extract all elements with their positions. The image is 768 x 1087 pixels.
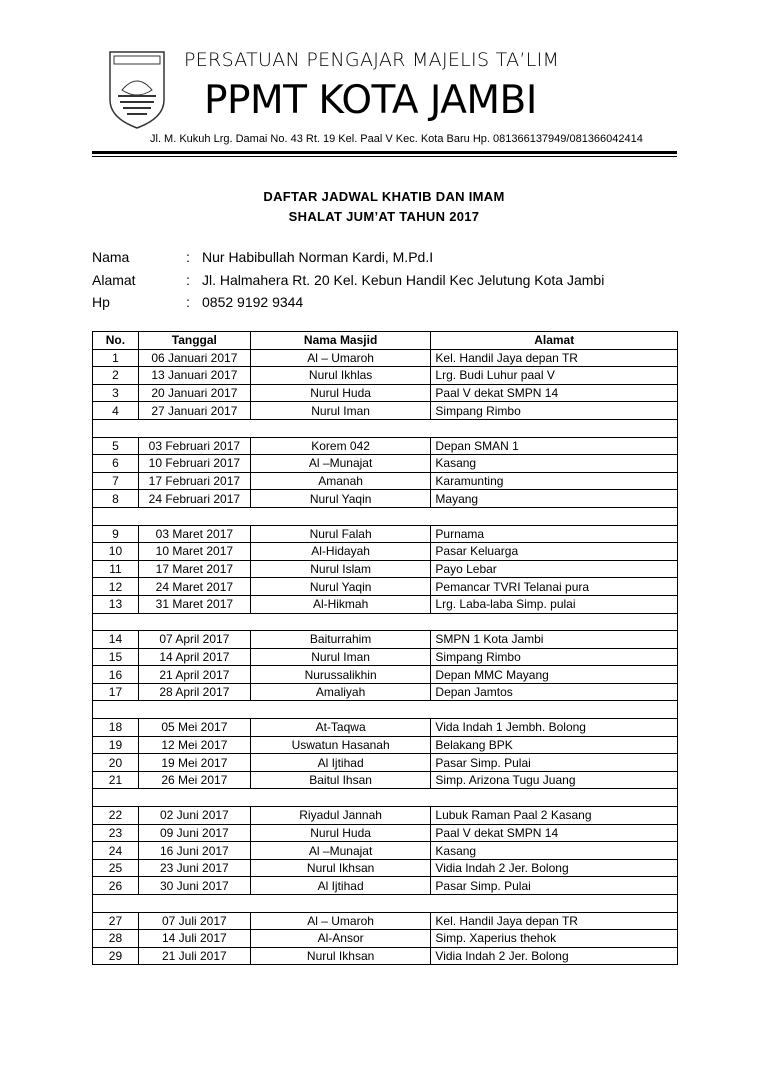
table-row bbox=[93, 384, 678, 402]
cell-date: 30 Juni 2017 bbox=[138, 877, 250, 895]
month-separator-row bbox=[93, 701, 678, 719]
separator-cell bbox=[93, 789, 678, 807]
cell-address: Payo Lebar bbox=[431, 560, 678, 578]
cell-mosque: Al –Munajat bbox=[250, 842, 431, 860]
cell-address: Kasang bbox=[431, 455, 678, 473]
cell-mosque: Korem 042 bbox=[250, 437, 431, 455]
month-separator-row bbox=[93, 613, 678, 631]
cell-address: SMPN 1 Kota Jambi bbox=[431, 631, 678, 649]
document-subtitle: SHALAT JUM’AT TAHUN 2017 bbox=[288, 209, 480, 224]
cell-date: 21 Juli 2017 bbox=[138, 947, 250, 965]
table-row bbox=[93, 437, 678, 455]
cell-date: 17 Maret 2017 bbox=[138, 560, 250, 578]
cell-date: 14 April 2017 bbox=[138, 648, 250, 666]
cell-date: 09 Juni 2017 bbox=[138, 824, 250, 842]
table-row bbox=[93, 736, 678, 754]
organization-address: Jl. M. Kukuh Lrg. Damai No. 43 Rt. 19 Kel. Paal V Kec. Kota Baru Hp. 081366137949/081366042414 bbox=[150, 133, 643, 145]
cell-no: 14 bbox=[93, 631, 139, 649]
separator-cell bbox=[93, 895, 678, 913]
cell-address: Purnama bbox=[431, 525, 678, 543]
cell-no: 5 bbox=[93, 437, 139, 455]
table-row bbox=[93, 490, 678, 508]
cell-date: 02 Juni 2017 bbox=[138, 807, 250, 825]
cell-address: Kel. Handil Jaya depan TR bbox=[431, 349, 678, 367]
schedule-table-body bbox=[93, 349, 678, 965]
month-separator-row bbox=[93, 895, 678, 913]
column-header-mosque: Nama Masjid bbox=[250, 332, 431, 350]
table-row bbox=[93, 719, 678, 737]
table-row bbox=[93, 859, 678, 877]
cell-no: 10 bbox=[93, 543, 139, 561]
cell-no: 18 bbox=[93, 719, 139, 737]
cell-no: 21 bbox=[93, 771, 139, 789]
table-row bbox=[93, 349, 678, 367]
cell-no: 25 bbox=[93, 859, 139, 877]
info-value: Jl. Halmahera Rt. 20 Kel. Kebun Handil Kec Jelutung Kota Jambi bbox=[202, 272, 605, 288]
cell-address: Depan SMAN 1 bbox=[431, 437, 678, 455]
cell-address: Simpang Rimbo bbox=[431, 648, 678, 666]
cell-mosque: Al-Ansor bbox=[250, 930, 431, 948]
separator-cell bbox=[93, 701, 678, 719]
cell-address: Vida Indah 1 Jembh. Bolong bbox=[431, 719, 678, 737]
info-separator: : bbox=[186, 249, 190, 265]
cell-mosque: Nurul Iman bbox=[250, 402, 431, 420]
table-row bbox=[93, 631, 678, 649]
cell-date: 24 Februari 2017 bbox=[138, 490, 250, 508]
letterhead-divider-thin bbox=[92, 156, 677, 157]
cell-mosque: Nurul Islam bbox=[250, 560, 431, 578]
info-label: Nama bbox=[92, 249, 130, 265]
separator-cell bbox=[93, 507, 678, 525]
cell-address: Pasar Simp. Pulai bbox=[431, 754, 678, 772]
info-value: 0852 9192 9344 bbox=[202, 294, 304, 310]
table-row bbox=[93, 648, 678, 666]
cell-date: 06 Januari 2017 bbox=[138, 349, 250, 367]
cell-no: 1 bbox=[93, 349, 139, 367]
month-separator-row bbox=[93, 419, 678, 437]
separator-cell bbox=[93, 613, 678, 631]
cell-address: Depan MMC Mayang bbox=[431, 666, 678, 684]
cell-date: 05 Mei 2017 bbox=[138, 719, 250, 737]
cell-mosque: Nurussalikhin bbox=[250, 666, 431, 684]
cell-mosque: Baiturrahim bbox=[250, 631, 431, 649]
cell-address: Belakang BPK bbox=[431, 736, 678, 754]
cell-address: Lrg. Budi Luhur paal V bbox=[431, 367, 678, 385]
document-title: DAFTAR JADWAL KHATIB DAN IMAM bbox=[263, 189, 505, 204]
table-row bbox=[93, 771, 678, 789]
separator-cell bbox=[93, 419, 678, 437]
cell-mosque: Riyadul Jannah bbox=[250, 807, 431, 825]
cell-date: 19 Mei 2017 bbox=[138, 754, 250, 772]
cell-no: 13 bbox=[93, 595, 139, 613]
info-separator: : bbox=[186, 294, 190, 310]
cell-no: 22 bbox=[93, 807, 139, 825]
cell-address: Paal V dekat SMPN 14 bbox=[431, 384, 678, 402]
table-row bbox=[93, 754, 678, 772]
cell-date: 26 Mei 2017 bbox=[138, 771, 250, 789]
cell-no: 28 bbox=[93, 930, 139, 948]
cell-address: Kel. Handil Jaya depan TR bbox=[431, 912, 678, 930]
cell-no: 6 bbox=[93, 455, 139, 473]
cell-address: Lubuk Raman Paal 2 Kasang bbox=[431, 807, 678, 825]
cell-no: 15 bbox=[93, 648, 139, 666]
cell-mosque: Amaliyah bbox=[250, 683, 431, 701]
cell-no: 8 bbox=[93, 490, 139, 508]
table-row bbox=[93, 595, 678, 613]
cell-mosque: Nurul Falah bbox=[250, 525, 431, 543]
cell-address: Simp. Xaperius thehok bbox=[431, 930, 678, 948]
cell-date: 07 April 2017 bbox=[138, 631, 250, 649]
cell-date: 14 Juli 2017 bbox=[138, 930, 250, 948]
info-label: Hp bbox=[92, 294, 110, 310]
column-header-no: No. bbox=[93, 332, 139, 350]
cell-date: 13 Januari 2017 bbox=[138, 367, 250, 385]
letterhead-divider bbox=[92, 151, 677, 154]
organization-name: PERSATUAN PENGAJAR MAJELIS TA’LIM bbox=[184, 49, 560, 71]
table-row bbox=[93, 455, 678, 473]
cell-mosque: Al-Hikmah bbox=[250, 595, 431, 613]
cell-date: 03 Februari 2017 bbox=[138, 437, 250, 455]
cell-no: 24 bbox=[93, 842, 139, 860]
cell-mosque: Al – Umaroh bbox=[250, 912, 431, 930]
schedule-table bbox=[92, 331, 678, 965]
info-value: Nur Habibullah Norman Kardi, M.Pd.I bbox=[202, 249, 434, 265]
cell-no: 11 bbox=[93, 560, 139, 578]
cell-no: 27 bbox=[93, 912, 139, 930]
cell-address: Karamunting bbox=[431, 472, 678, 490]
cell-mosque: Nurul Ikhlas bbox=[250, 367, 431, 385]
cell-no: 16 bbox=[93, 666, 139, 684]
cell-mosque: Nurul Iman bbox=[250, 648, 431, 666]
cell-mosque: Nurul Ikhsan bbox=[250, 947, 431, 965]
cell-no: 29 bbox=[93, 947, 139, 965]
cell-date: 23 Juni 2017 bbox=[138, 859, 250, 877]
cell-date: 17 Februari 2017 bbox=[138, 472, 250, 490]
cell-no: 17 bbox=[93, 683, 139, 701]
cell-mosque: Uswatun Hasanah bbox=[250, 736, 431, 754]
cell-mosque: Al-Hidayah bbox=[250, 543, 431, 561]
column-header-address: Alamat bbox=[431, 332, 678, 350]
cell-date: 31 Maret 2017 bbox=[138, 595, 250, 613]
table-header-row bbox=[93, 332, 678, 350]
cell-mosque: Nurul Yaqin bbox=[250, 490, 431, 508]
cell-date: 28 April 2017 bbox=[138, 683, 250, 701]
info-label: Alamat bbox=[92, 272, 136, 288]
cell-mosque: At-Taqwa bbox=[250, 719, 431, 737]
table-row bbox=[93, 683, 678, 701]
table-row bbox=[93, 367, 678, 385]
organization-brand: PPMT KOTA JAMBI bbox=[204, 78, 537, 123]
cell-no: 9 bbox=[93, 525, 139, 543]
cell-no: 2 bbox=[93, 367, 139, 385]
cell-address: Pasar Keluarga bbox=[431, 543, 678, 561]
cell-no: 7 bbox=[93, 472, 139, 490]
cell-mosque: Al – Umaroh bbox=[250, 349, 431, 367]
cell-date: 10 Februari 2017 bbox=[138, 455, 250, 473]
cell-date: 20 Januari 2017 bbox=[138, 384, 250, 402]
cell-mosque: Nurul Ikhsan bbox=[250, 859, 431, 877]
cell-date: 12 Mei 2017 bbox=[138, 736, 250, 754]
cell-no: 4 bbox=[93, 402, 139, 420]
cell-date: 21 April 2017 bbox=[138, 666, 250, 684]
month-separator-row bbox=[93, 789, 678, 807]
cell-address: Simpang Rimbo bbox=[431, 402, 678, 420]
table-row bbox=[93, 824, 678, 842]
cell-mosque: Amanah bbox=[250, 472, 431, 490]
table-row bbox=[93, 543, 678, 561]
cell-address: Lrg. Laba-laba Simp. pulai bbox=[431, 595, 678, 613]
table-row bbox=[93, 877, 678, 895]
table-row bbox=[93, 666, 678, 684]
cell-date: 03 Maret 2017 bbox=[138, 525, 250, 543]
table-row bbox=[93, 912, 678, 930]
cell-date: 07 Juli 2017 bbox=[138, 912, 250, 930]
cell-mosque: Nurul Huda bbox=[250, 824, 431, 842]
cell-address: Vidia Indah 2 Jer. Bolong bbox=[431, 859, 678, 877]
table-row bbox=[93, 807, 678, 825]
cell-mosque: Nurul Yaqin bbox=[250, 578, 431, 596]
table-row bbox=[93, 578, 678, 596]
cell-mosque: Al –Munajat bbox=[250, 455, 431, 473]
table-row bbox=[93, 930, 678, 948]
cell-no: 3 bbox=[93, 384, 139, 402]
month-separator-row bbox=[93, 507, 678, 525]
cell-address: Kasang bbox=[431, 842, 678, 860]
cell-no: 26 bbox=[93, 877, 139, 895]
column-header-date: Tanggal bbox=[138, 332, 250, 350]
cell-address: Mayang bbox=[431, 490, 678, 508]
info-separator: : bbox=[186, 272, 190, 288]
cell-no: 12 bbox=[93, 578, 139, 596]
table-row bbox=[93, 525, 678, 543]
cell-date: 10 Maret 2017 bbox=[138, 543, 250, 561]
cell-address: Depan Jamtos bbox=[431, 683, 678, 701]
cell-mosque: Nurul Huda bbox=[250, 384, 431, 402]
table-row bbox=[93, 402, 678, 420]
cell-mosque: Al Ijtihad bbox=[250, 877, 431, 895]
cell-date: 27 Januari 2017 bbox=[138, 402, 250, 420]
cell-address: Paal V dekat SMPN 14 bbox=[431, 824, 678, 842]
cell-date: 16 Juni 2017 bbox=[138, 842, 250, 860]
cell-no: 20 bbox=[93, 754, 139, 772]
table-row bbox=[93, 842, 678, 860]
table-row bbox=[93, 472, 678, 490]
organization-logo bbox=[106, 50, 168, 130]
table-row bbox=[93, 560, 678, 578]
cell-no: 19 bbox=[93, 736, 139, 754]
cell-mosque: Baitul Ihsan bbox=[250, 771, 431, 789]
cell-no: 23 bbox=[93, 824, 139, 842]
cell-address: Vidia Indah 2 Jer. Bolong bbox=[431, 947, 678, 965]
cell-address: Simp. Arizona Tugu Juang bbox=[431, 771, 678, 789]
table-row bbox=[93, 947, 678, 965]
cell-address: Pasar Simp. Pulai bbox=[431, 877, 678, 895]
cell-date: 24 Maret 2017 bbox=[138, 578, 250, 596]
cell-address: Pemancar TVRI Telanai pura bbox=[431, 578, 678, 596]
cell-mosque: Al Ijtihad bbox=[250, 754, 431, 772]
